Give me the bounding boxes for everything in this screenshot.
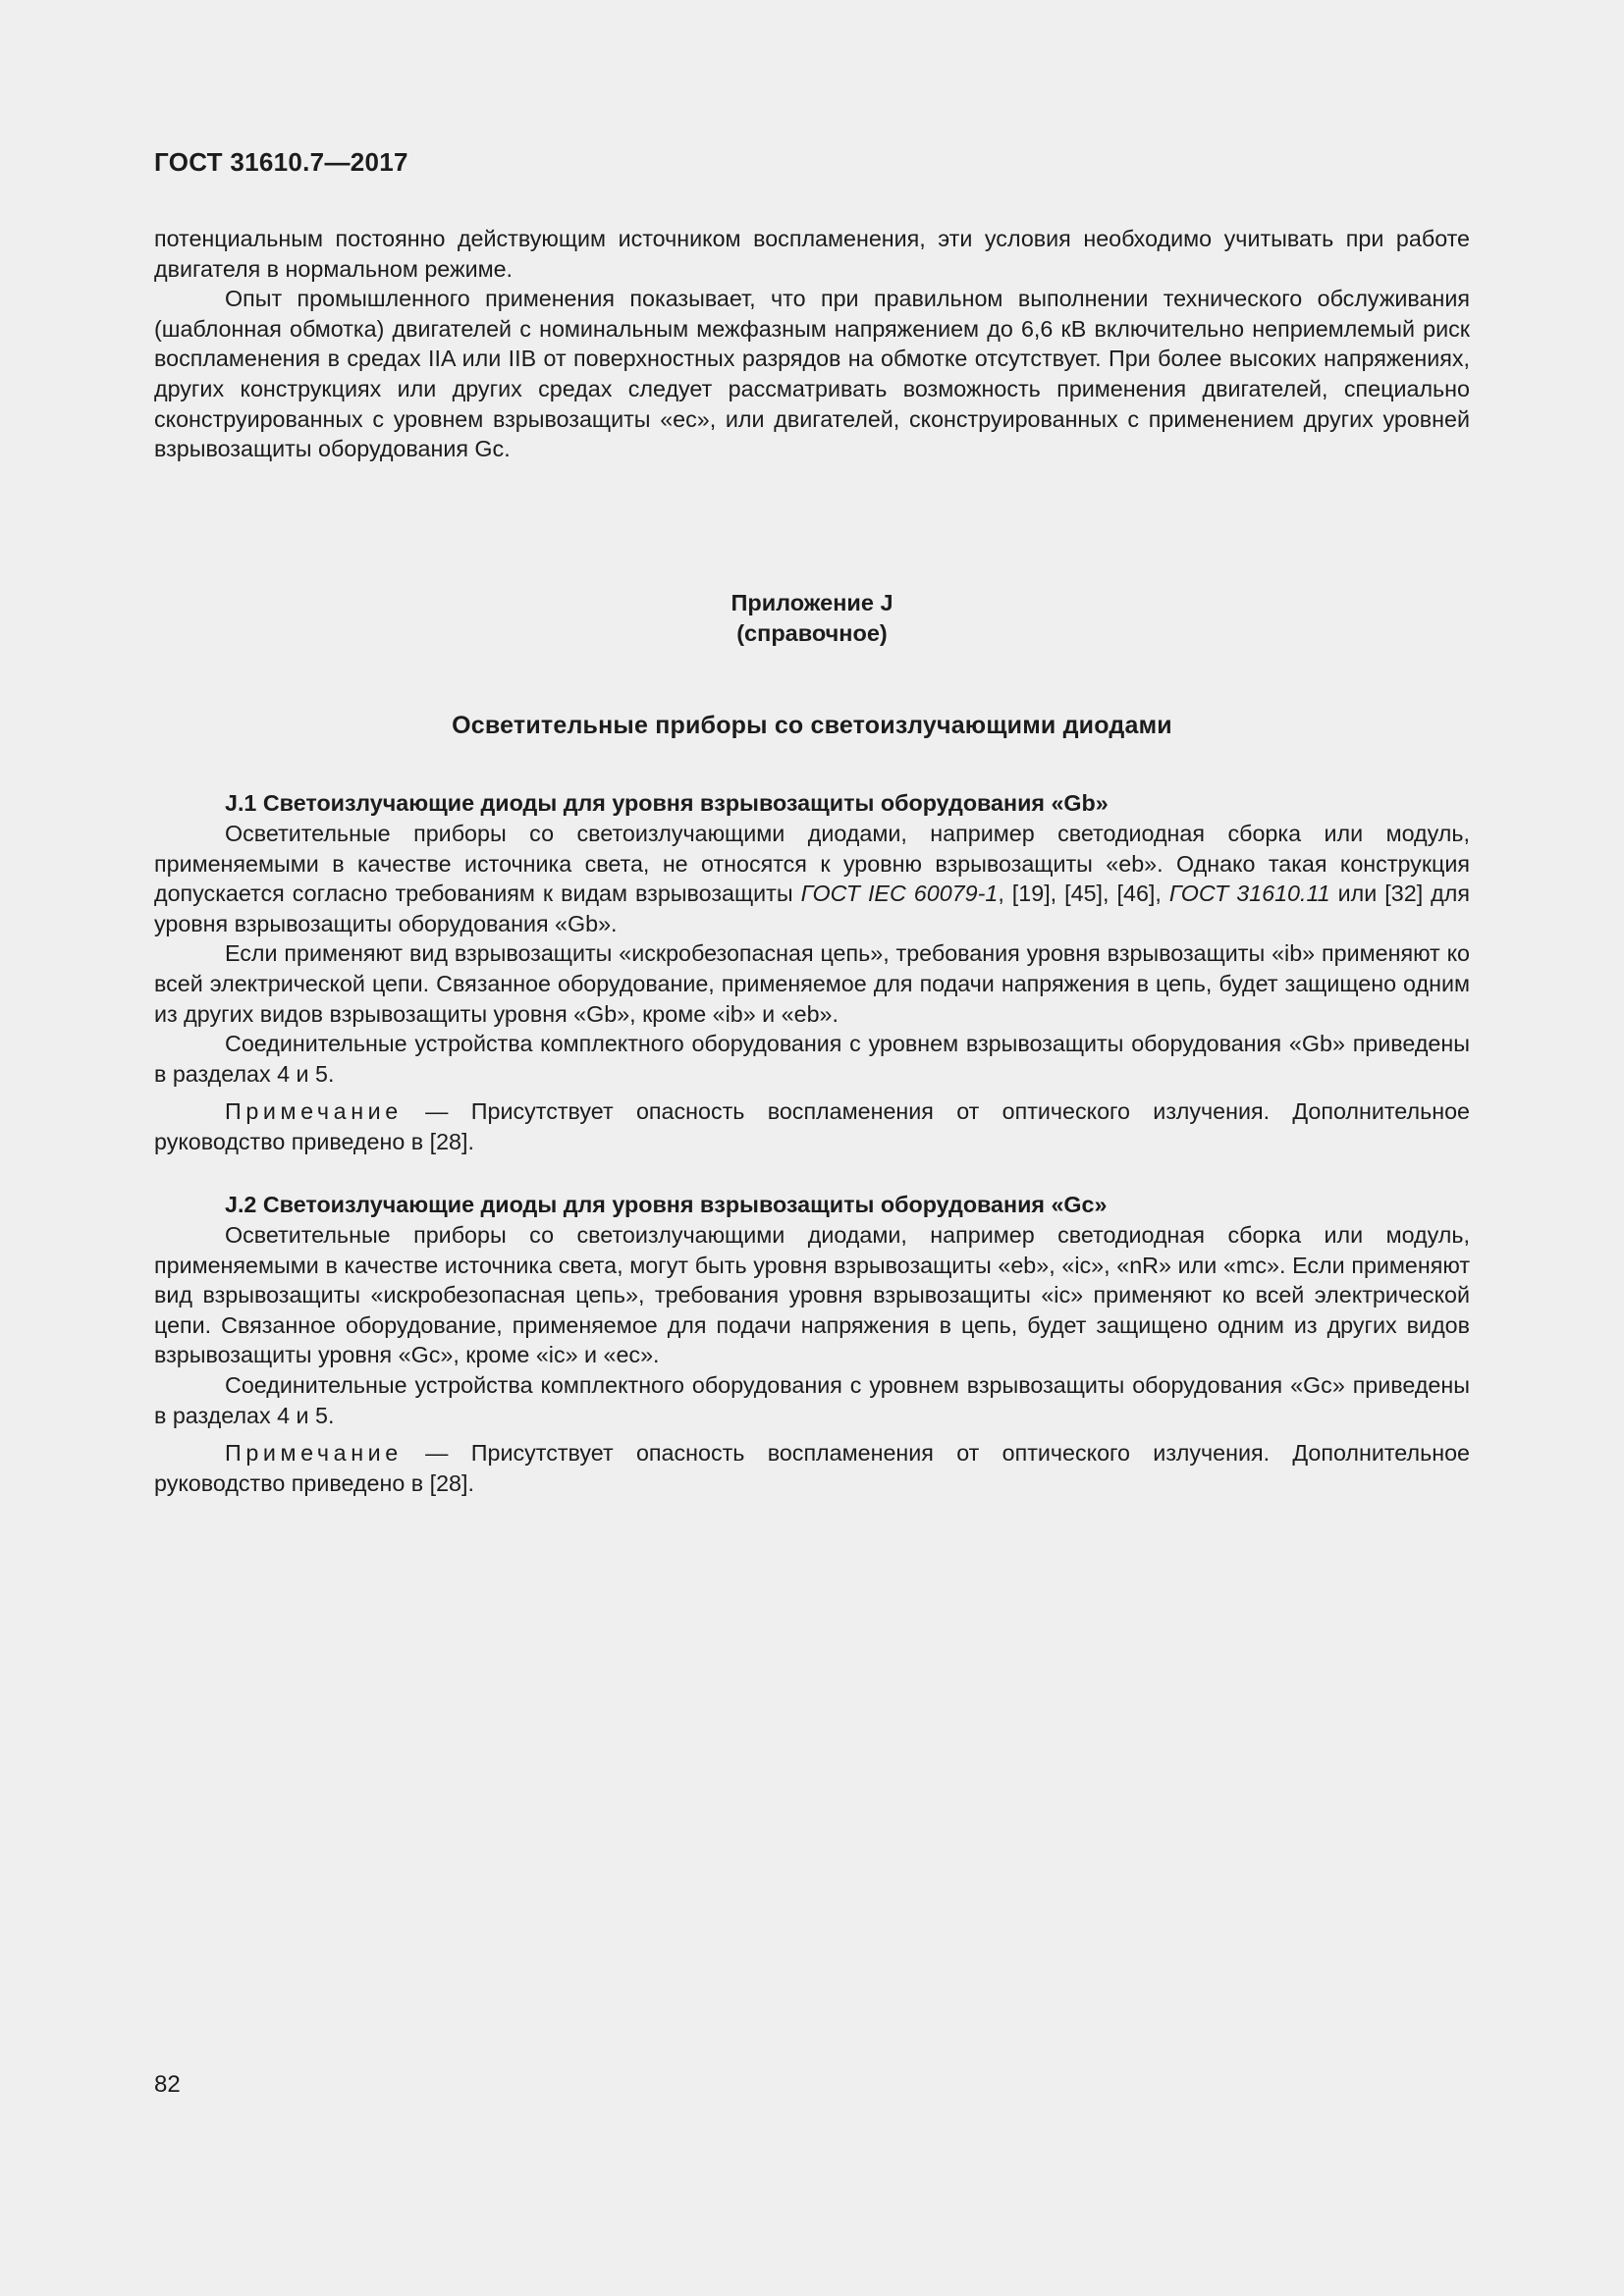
appendix-title: Приложение J	[731, 589, 893, 615]
intro-paragraph-continuation: потенциальным постоянно действующим источником воспламенения, эти условия необходимо учитывать при работе двигателя в нормальном режиме.	[154, 226, 1470, 282]
j2-paragraph-2: Соединительные устройства комплектного оборудования с уровнем взрывозащиты оборудования «Gc» приведены в разделах 4 и 5.	[154, 1372, 1470, 1428]
j2-paragraph-1: Осветительные приборы со светоизлучающими диодами, например светодиодная сборка или модуль, применяемыми в качестве источника света, могут быть уровня взрывозащиты «eb», «ic», «nR» или «mc». Если применяют вид взрывозащиты «искробезопасная цепь», требования уровня взрывозащиты «ic» применяют ко всей электрической цепи. Связанное оборудование, применяемое для подачи напряжения в цепь, будет защищено одним из других видов взрывозащиты уровня «Gc», кроме «ic» и «ec».	[154, 1222, 1470, 1368]
document-number-header: ГОСТ 31610.7—2017	[154, 147, 408, 177]
appendix-subtitle: (справочное)	[736, 619, 888, 646]
j1-note-text: — Присутствует опасность воспламенения от оптического излучения. Дополнительное руководство приведено в [28].	[154, 1098, 1470, 1154]
page-body	[154, 224, 1470, 1498]
intro-paragraph-industrial-experience: Опыт промышленного применения показывает, что при правильном выполнении технического обслуживания (шаблонная обмотка) двигателей с номинальным межфазным напряжением до 6,6 кВ включительно неприемлемый риск воспламенения в средах IIA или IIB от поверхностных разрядов на обмотке отсутствует. При более высоких напряжениях, других конструкциях или других средах следует рассматривать возможность применения двигателей, специально сконструированных с уровнем взрывозащиты «ec», или двигателей, сконструированных с применением других уровней взрывозащиты оборудования Gc.	[154, 286, 1470, 462]
j1-paragraph-2: Если применяют вид взрывозащиты «искробезопасная цепь», требования уровня взрывозащиты «ib» применяют ко всей электрической цепи. Связанное оборудование, применяемое для подачи напряжения в цепь, будет защищено одним из других видов взрывозащиты уровня «Gb», кроме «ib» и «eb».	[154, 940, 1470, 1027]
j1-note	[154, 1096, 1470, 1156]
j2-note-text: — Присутствует опасность воспламенения от оптического излучения. Дополнительное руководство приведено в [28].	[154, 1440, 1470, 1496]
j2-note-label: Примечание	[225, 1440, 403, 1467]
j1-paragraph-1-text-a: Осветительные приборы со светоизлучающими диодами, например светодиодная сборка или модуль, применяемыми в качестве источника света, не относятся к уровню взрывозащиты «eb». Однако такая конструкция допускается согласно требованиям к видам взрывозащиты	[154, 820, 1470, 907]
appendix-heading	[154, 588, 1470, 649]
j1-standard-reference-1: ГОСТ IEC 60079-1	[800, 881, 999, 907]
page-number: 82	[154, 2071, 181, 2098]
j1-note-label: Примечание	[225, 1098, 403, 1125]
j1-standard-reference-2: ГОСТ 31610.11	[1168, 881, 1330, 907]
appendix-section-title: Осветительные приборы со светоизлучающими диодами	[452, 711, 1172, 739]
subsection-j1-title: J.1 Светоизлучающие диоды для уровня взрывозащиты оборудования «Gb»	[225, 790, 1109, 817]
j1-paragraph-1	[154, 819, 1470, 938]
j2-note	[154, 1438, 1470, 1498]
subsection-j2-title: J.2 Светоизлучающие диоды для уровня взрывозащиты оборудования «Gc»	[225, 1192, 1108, 1218]
j1-paragraph-1-text-b: , [19], [45], [46],	[998, 881, 1169, 907]
j1-paragraph-1-text-c: или [32] для уровня взрывозащиты оборудования «Gb».	[154, 881, 1470, 936]
j1-paragraph-3: Соединительные устройства комплектного оборудования с уровнем взрывозащиты оборудования «Gb» приведены в разделах 4 и 5.	[154, 1031, 1470, 1087]
